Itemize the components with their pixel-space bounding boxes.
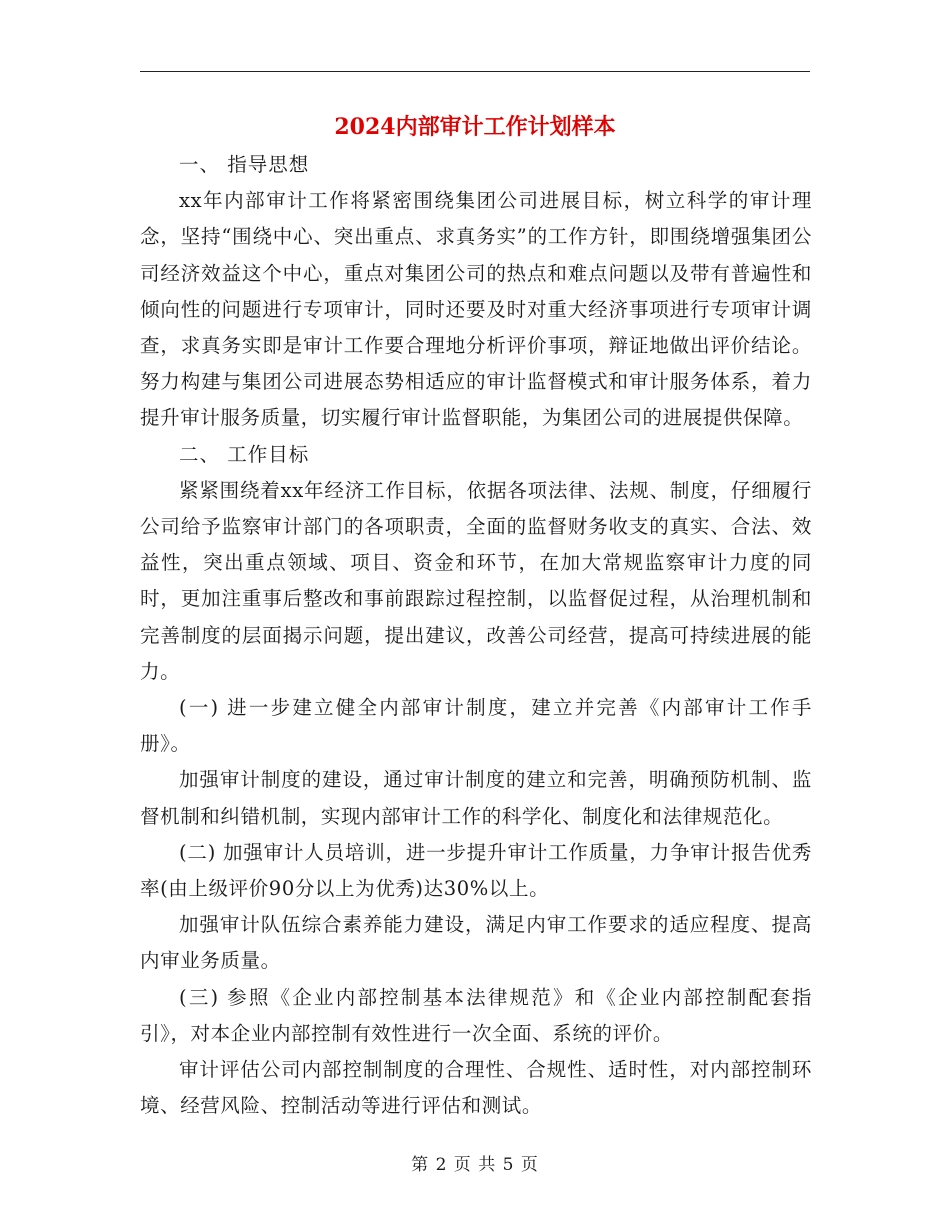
- paragraph: 加强审计制度的建设，通过审计制度的建立和完善，明确预防机制、监督机制和纠错机制，实现内部审计工作的科学化、制度化和法律规范化。: [140, 768, 812, 828]
- paragraph: xx年内部审计工作将紧密围绕集团公司进展目标，树立科学的审计理念，坚持“围绕中心、突出重点、求真务实”的工作方针，即围绕增强集团公司经济效益这个中心，重点对集团公司的热点和难点问题以及带有普遍性和倾向性的问题进行专项审计，同时还要及时对重大经济事项进行专项审计调查，求真务实即是审计工作要合理地分析评价事项，辩证地做出评价结论。努力构建与集团公司进展态势相适应的审计监督模式和审计服务体系，着力提升审计服务质量，切实履行审计监督职能，为集团公司的进展提供保障。: [140, 189, 812, 430]
- subsection-heading-1: (一) 进一步建立健全内部审计制度，建立并完善《内部审计工作手册》。: [140, 696, 812, 756]
- document-body: [140, 147, 812, 1124]
- document-title: 2024内部审计工作计划样本: [334, 114, 616, 140]
- subsection-heading-2: (二) 加强审计人员培训，进一步提升审计工作质量，力争审计报告优秀率(由上级评价90分以上为优秀)达30%以上。: [140, 840, 812, 901]
- paragraph: 审计评估公司内部控制制度的合理性、合规性、适时性，对内部控制环境、经营风险、控制活动等进行评估和测试。: [140, 1058, 812, 1118]
- header-rule: [140, 71, 810, 72]
- subsection-heading-3: (三) 参照《企业内部控制基本法律规范》和《企业内部控制配套指引》，对本企业内部控制有效性进行一次全面、系统的评价。: [140, 985, 812, 1045]
- paragraph: 紧紧围绕着xx年经济工作目标，依据各项法律、法规、制度，仔细履行公司给予监察审计部门的各项职责，全面的监督财务收支的真实、合法、效益性，突出重点领域、项目、资金和环节，在加大常规监察审计力度的同时，更加注重事后整改和事前跟踪过程控制，以监督促过程，从治理机制和完善制度的层面揭示问题，提出建议，改善公司经营，提高可持续进展的能力。: [140, 478, 812, 683]
- section-heading-guiding-ideology: 一、 指导思想: [179, 153, 310, 176]
- section-heading-work-goals: 二、 工作目标: [179, 442, 310, 466]
- paragraph: 加强审计队伍综合素养能力建设，满足内审工作要求的适应程度、提高内审业务质量。: [140, 913, 812, 973]
- page-number-footer: 第 2 页 共 5 页: [411, 1155, 539, 1175]
